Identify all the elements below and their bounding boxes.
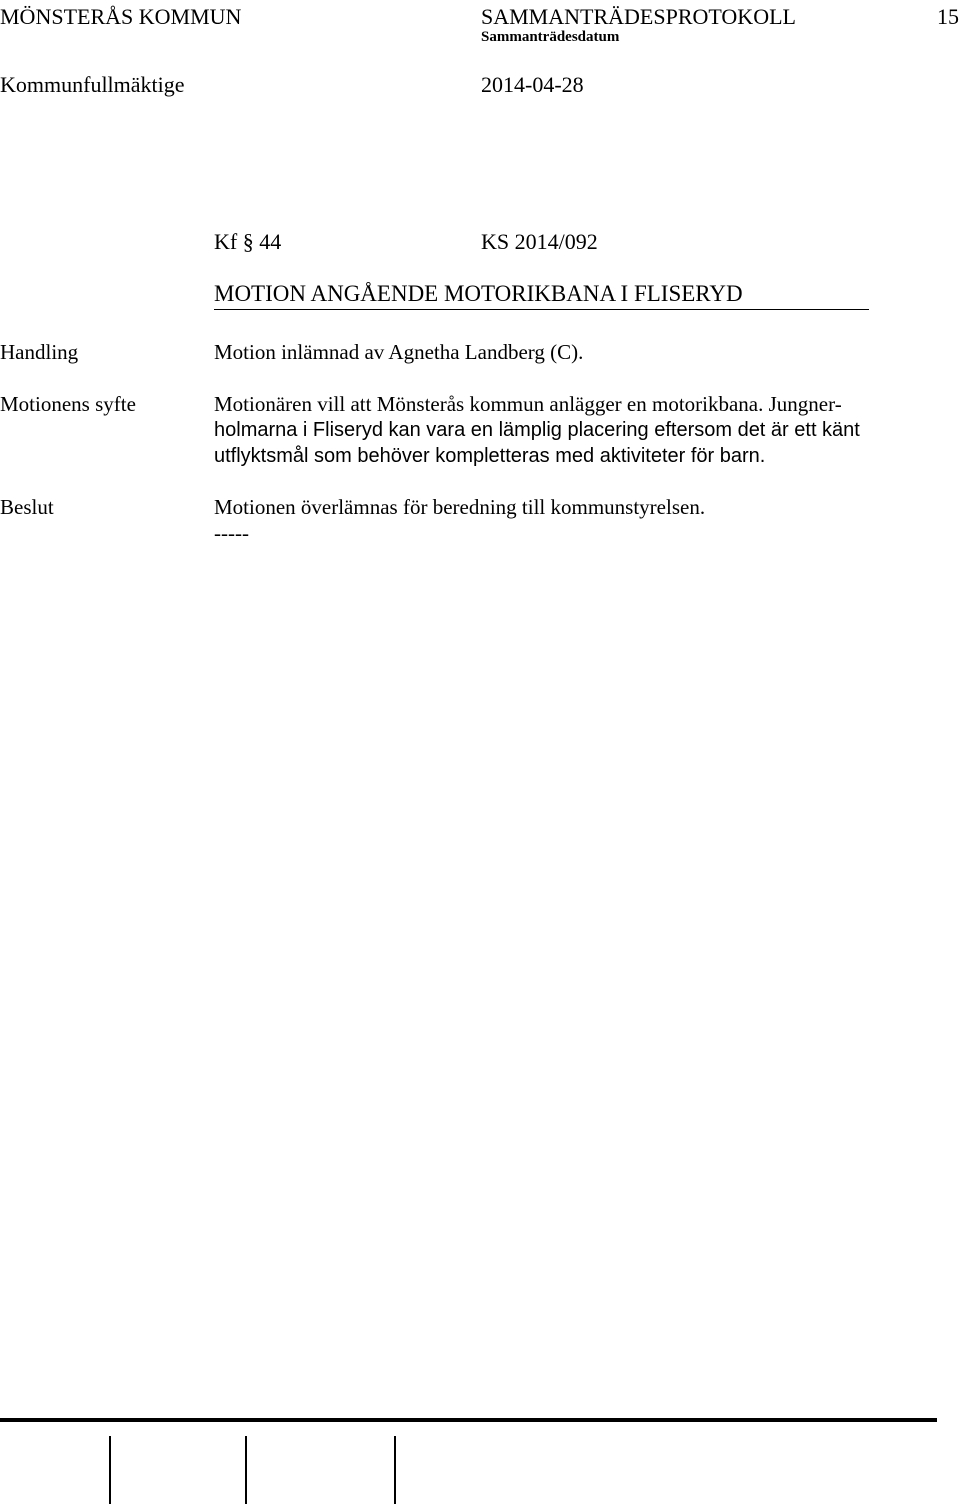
signature-divider: [394, 1436, 396, 1504]
organization-name: MÖNSTERÅS KOMMUN: [0, 4, 242, 29]
purpose-line: Motionären vill att Mönsterås kommun anlägger en motorikbana. Jungner-: [214, 392, 842, 416]
handling-label: Handling: [0, 340, 79, 364]
signature-divider: [109, 1436, 111, 1504]
document-type: SAMMANTRÄDESPROTOKOLL: [481, 4, 796, 29]
paragraph-number: Kf § 44: [214, 229, 282, 254]
end-marker: -----: [214, 521, 249, 545]
decision-body: Kommunfullmäktige: [0, 72, 185, 97]
purpose-text: [214, 391, 884, 469]
case-title: MOTION ANGÅENDE MOTORIKBANA I FLISERYD: [214, 281, 869, 310]
meeting-date-label: Sammanträdesdatum: [481, 29, 620, 45]
purpose-line: holmarna i Fliseryd kan vara en lämplig placering eftersom det är ett känt: [214, 419, 860, 441]
purpose-line: utflyktsmål som behöver kompletteras med aktiviteter för barn.: [214, 445, 766, 467]
decision-label: Beslut: [0, 495, 54, 519]
page-number: 15: [937, 4, 959, 29]
diary-number: KS 2014/092: [481, 229, 598, 254]
footer-rule: [0, 1418, 937, 1422]
meeting-date: 2014-04-28: [481, 72, 584, 97]
decision-text: Motionen överlämnas för beredning till kommunstyrelsen.: [214, 495, 706, 519]
purpose-label: Motionens syfte: [0, 392, 136, 416]
signature-divider: [245, 1436, 247, 1504]
handling-text: Motion inlämnad av Agnetha Landberg (C).: [214, 340, 584, 364]
